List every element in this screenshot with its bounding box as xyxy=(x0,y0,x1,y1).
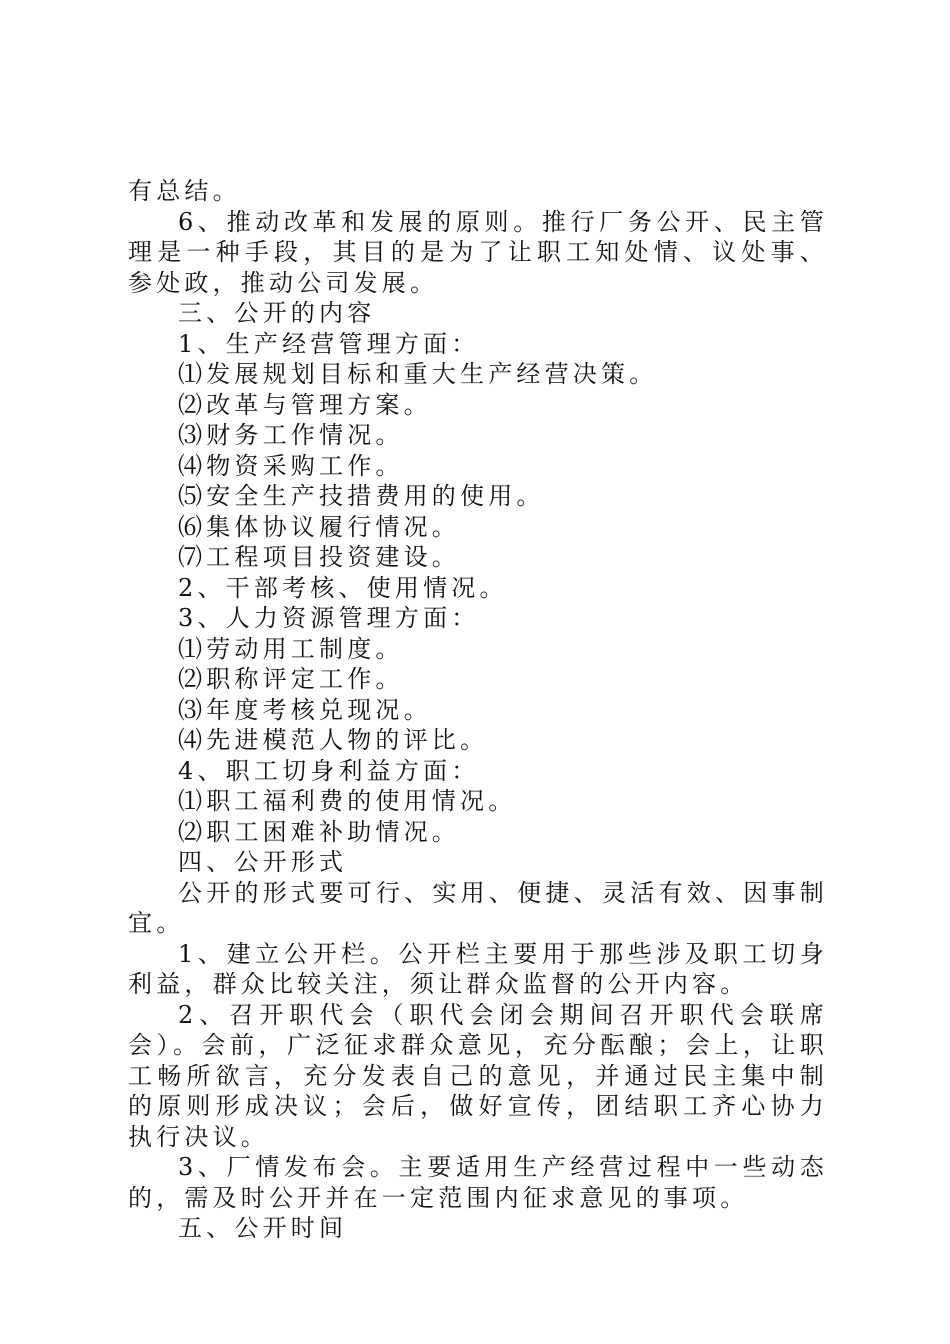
subheading-human-resources: 3、人力资源管理方面： xyxy=(178,604,480,632)
section-heading-content: 三、公开的内容 xyxy=(178,299,376,327)
list-item: ⑶财务工作情况。 xyxy=(178,421,404,449)
section-heading-forms: 四、公开形式 xyxy=(178,848,348,876)
list-item: ⑸安全生产技措费用的使用。 xyxy=(178,482,545,510)
subheading-employee-interests: 4、职工切身利益方面： xyxy=(178,756,480,785)
section-heading-timing: 五、公开时间 xyxy=(178,1214,348,1242)
list-item: ⑵改革与管理方案。 xyxy=(178,390,432,419)
paragraph-principle-6: 6、推动改革和发展的原则。推行厂务公开、民主管理是一种手段，其目的是为了让职工知处情、议处事、参处政，推动公司发展。 xyxy=(128,207,828,297)
paragraph-forms-intro: 公开的形式要可行、实用、便捷、灵活有效、因事制宜。 xyxy=(128,878,828,937)
subheading-production-management: 1、生产经营管理方面： xyxy=(178,329,480,358)
list-item: ⑵职工困难补助情况。 xyxy=(178,817,460,846)
list-item: ⑴劳动用工制度。 xyxy=(178,634,404,663)
list-item: ⑺工程项目投资建设。 xyxy=(178,543,460,571)
list-item: ⑴职工福利费的使用情况。 xyxy=(178,787,517,815)
list-item: ⑴发展规划目标和重大生产经营决策。 xyxy=(178,360,658,388)
list-item: ⑹集体协议履行情况。 xyxy=(178,512,460,541)
paragraph-bulletin-board: 1、建立公开栏。公开栏主要用于那些涉及职工切身利益，群众比较关注，须让群众监督的公开内容。 xyxy=(128,939,828,998)
list-item: ⑷先进模范人物的评比。 xyxy=(178,726,489,754)
list-item: ⑶年度考核兑现况。 xyxy=(178,695,432,724)
subheading-cadre-assessment: 2、干部考核、使用情况。 xyxy=(178,573,508,602)
list-item: ⑵职称评定工作。 xyxy=(178,665,404,693)
paragraph-press-conference: 3、厂情发布会。主要适用生产经营过程中一些动态的，需及时公开并在一定范围内征求意见的事项。 xyxy=(128,1153,828,1212)
document-body xyxy=(128,176,828,1244)
list-item: ⑷物资采购工作。 xyxy=(178,451,404,480)
paragraph-workers-congress: 2、召开职代会（职代会闭会期间召开职代会联席会）。会前，广泛征求群众意见，充分酝酿；会上，让职工畅所欲言，充分发表自己的意见，并通过民主集中制的原则形成决议；会后，做好宣传，团结职工齐心协力执行决议。 xyxy=(128,1000,828,1151)
paragraph-continuation: 有总结。 xyxy=(128,177,241,205)
